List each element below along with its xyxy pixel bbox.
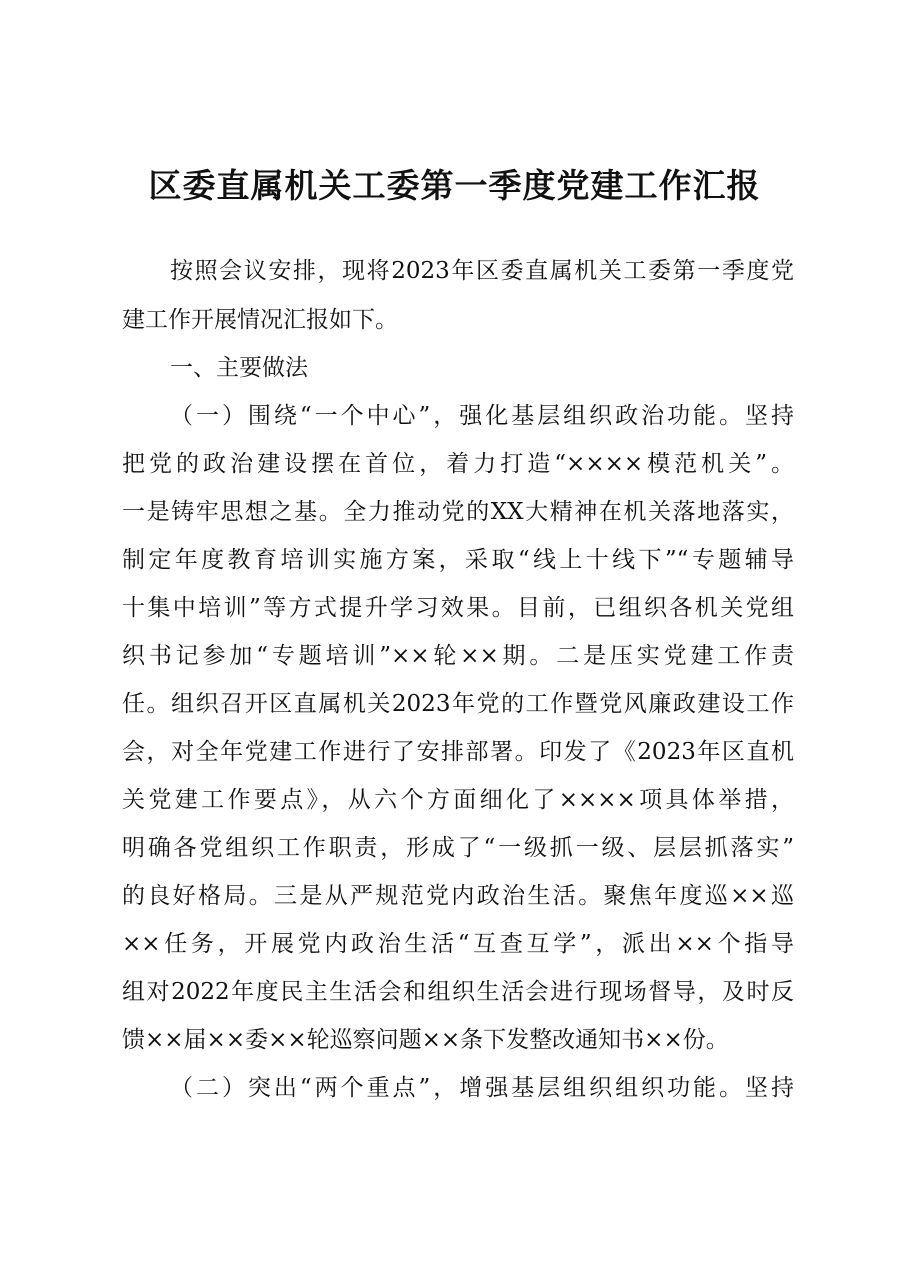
paragraph-line: 按照会议安排，现将2023年区委直属机关工委第一季度党 [170, 258, 794, 284]
paragraph-line: 馈××届××委××轮巡察问题××条下发整改通知书××份。 [122, 1027, 729, 1053]
paragraph-line: （二）突出“两个重点”，增强基层组织组织功能。坚持 [170, 1075, 794, 1101]
paragraph-line: 织书记参加“专题培训”××轮××期。二是压实党建工作责 [122, 643, 794, 669]
paragraph-line: 十集中培训”等方式提升学习效果。目前，已组织各机关党组 [122, 595, 794, 621]
paragraph-line: 建工作开展情况汇报如下。 [122, 307, 398, 333]
paragraph-line: 关党建工作要点》，从六个方面细化了××××项具体举措， [122, 787, 794, 813]
paragraph-line: ××任务，开展党内政治生活“互查互学”，派出××个指导 [122, 931, 794, 957]
paragraph-line: 明确各党组织工作职责，形成了“一级抓一级、层层抓落实” [122, 835, 794, 861]
section-heading: 一、主要做法 [170, 355, 308, 381]
paragraph-line: 的良好格局。三是从严规范党内政治生活。聚焦年度巡××巡 [122, 883, 794, 909]
paragraph-line: 组对2022年度民主生活会和组织生活会进行现场督导，及时反 [122, 979, 794, 1005]
paragraph-line: 一是铸牢思想之基。全力推动党的XX大精神在机关落地落实， [122, 499, 794, 525]
paragraph-line: 会，对全年党建工作进行了安排部署。印发了《2023年区直机 [122, 739, 794, 765]
paragraph-line: 任。组织召开区直属机关2023年党的工作暨党风廉政建设工作 [122, 691, 794, 717]
paragraph-line: （一）围绕“一个中心”，强化基层组织政治功能。坚持 [170, 403, 794, 429]
paragraph-line: 制定年度教育培训实施方案，采取“线上十线下”“专题辅导 [122, 547, 794, 573]
paragraph-line: 把党的政治建设摆在首位，着力打造“××××模范机关”。 [122, 451, 794, 477]
document-title: 区委直属机关工委第一季度党建工作汇报 [148, 166, 761, 205]
